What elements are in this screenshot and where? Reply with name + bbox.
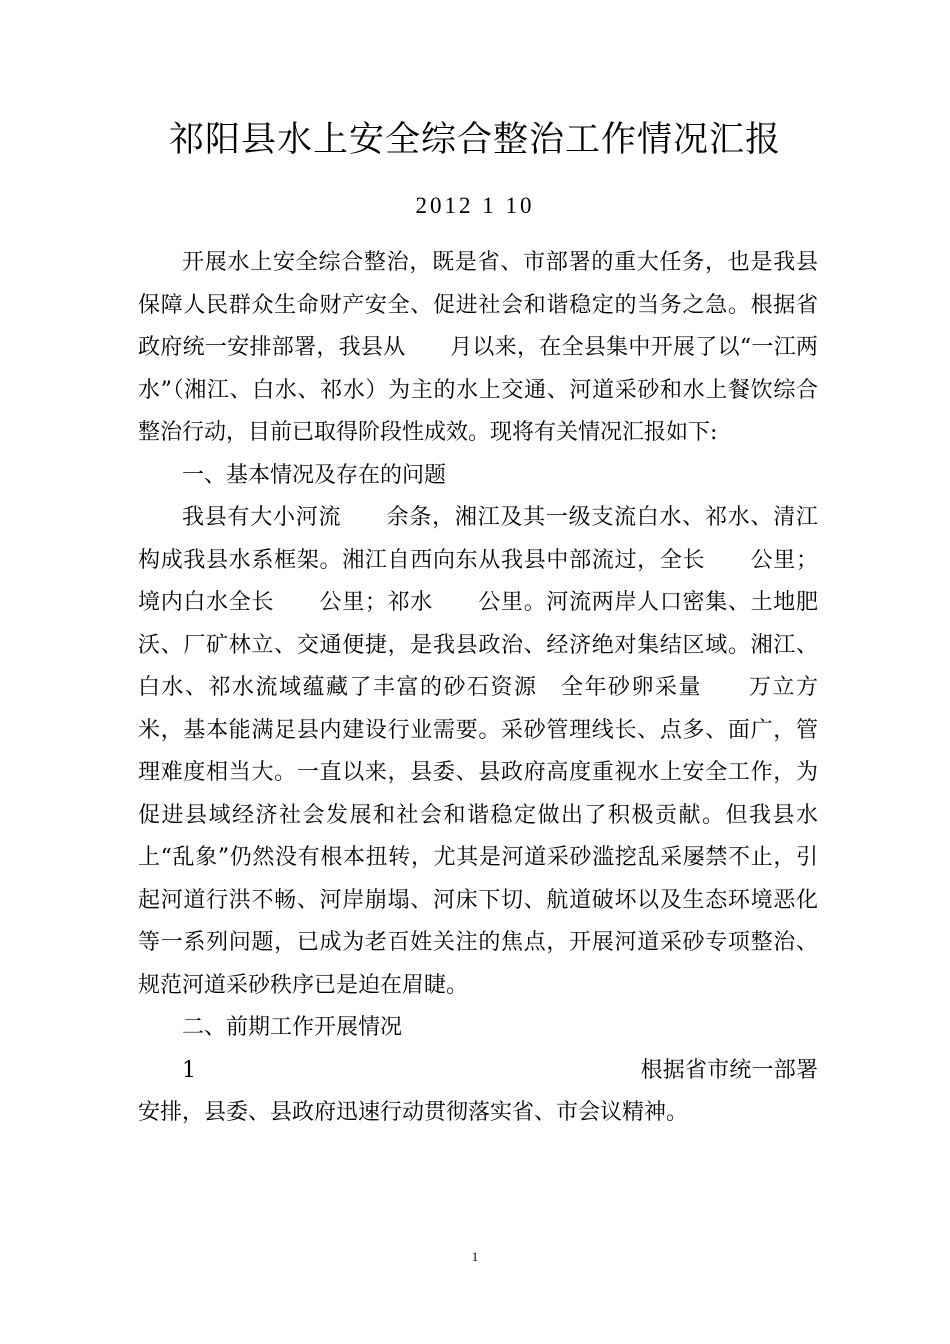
section-heading-1: 一、基本情况及存在的问题 [182,462,447,488]
document-date: 2012 1 10 [415,193,535,218]
page-number: 1 [471,1249,479,1264]
section-2-paragraph: 1 根据省市统一部署安排，县委、县政府迅速行动贯彻落实省、市会议精神。 [138,1057,818,1125]
intro-paragraph: 开展水上安全综合整治，既是省、市部署的重大任务，也是我县保障人民群众生命财产安全、促进社会和谐稳定的当务之急。根据省政府统一安排部署，我县从 月以来，在全县集中开展了以“一江两水”（湘江、白水、祁水）为主的水上交通、河道采砂和水上餐饮综合整治行动，目前已取得阶段性成效。现将有关情况汇报如下: [138,250,818,445]
section-1-paragraph: 我县有大小河流 余条，湘江及其一级支流白水、祁水、清江构成我县水系框架。湘江自西向东从我县中部流过，全长 公里；境内白水全长 公里；祁水 公里。河流两岸人口密集、土地肥沃、厂矿林立、交通便捷，是我县政治、经济绝对集结区域。湘江、白水、祁水流域蕴藏了丰富的砂石资源 全年砂卵采量 万立方米，基本能满足县内建设行业需要。采砂管理线长、点多、面广，管理难度相当大。一直以来，县委、县政府高度重视水上安全工作，为促进县域经济社会发展和社会和谐稳定做出了积极贡献。但我县水上“乱象”仍然没有根本扭转，尤其是河道采砂滥挖乱采屡禁不止，引起河道行洪不畅、河岸崩塌、河床下切、航道破坏以及生态环境恶化等一系列问题，已成为老百姓关注的焦点，开展河道采砂专项整治、规范河道采砂秩序已是迫在眉睫。 [138,505,818,998]
document-body [138,242,818,1135]
document-title: 祁阳县水上安全综合整治工作情况汇报 [168,120,781,160]
section-heading-2: 二、前期工作开展情况 [182,1015,403,1040]
